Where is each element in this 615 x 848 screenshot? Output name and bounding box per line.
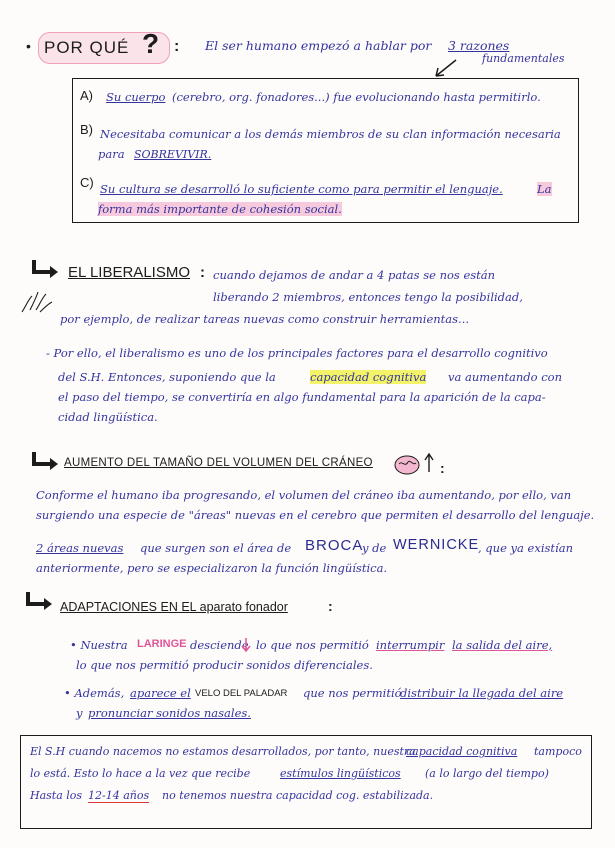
bullet: • [26,38,31,54]
reason-b-keyword: SOBREVIVIR. [134,148,212,161]
reason-a-text: (cerebro, org. fonadores...) fue evolucionando hasta permitirlo. [172,90,541,104]
lib-line2: liberando 2 miembros, entonces tengo la posibilidad, [213,290,523,304]
summary-l3b: 12-14 años [88,789,150,802]
brain-icon [393,454,421,476]
lib-p4: cidad lingüística. [58,410,158,424]
hand-icon [18,288,54,316]
craneo-l3d: , que ya existían [478,541,573,555]
lib-p1: - Por ello, el liberalismo es uno de los principales factores para el desarrollo cognitivo [46,346,548,360]
arrow-down-left-icon [430,58,460,80]
laringe-label: LARINGE [137,638,187,650]
reason-a-key: Su cuerpo [106,90,166,104]
adapt-b1c: lo que nos permitió [256,638,369,652]
craneo-l1: Conforme el humano iba progresando, el volumen del cráneo iba aumentando, por ello, van [36,488,572,502]
summary-l1a: El S.H cuando nacemos no estamos desarrollados, por tanto, nuestra [30,745,416,758]
lib-line3: por ejemplo, de realizar tareas nuevas como construir herramientas... [60,312,470,326]
adapt-b2a: • Además, [64,686,125,700]
craneo-l2: surgiendo una especie de "áreas" nuevas en el cerebro que permiten el desarrollo del lenguaje. [36,508,595,522]
craneo-l3c: y de [362,541,387,555]
arrow-down-icon [241,637,251,653]
adapt-b1e: la salida del aire, [452,638,553,652]
arrow-right-icon [24,590,56,612]
title-colon: : [328,598,333,614]
section-title-liberalismo: EL LIBERALISMO [68,264,190,281]
section-title-craneo: AUMENTO DEL TAMAÑO DEL VOLUMEN DEL CRÁNEO [64,457,373,469]
velo-label: VELO DEL PALADAR [195,688,288,699]
summary-l2a: lo está. Esto lo hace a la vez que recibe [30,767,251,780]
summary-l2b: estímulos lingüísticos [280,767,401,780]
reason-b-letter: B) [80,122,93,137]
adapt-b1b: desciende [190,638,249,652]
reason-c-letter: C) [80,175,94,190]
intro-fund: fundamentales [482,52,565,65]
broca-label: BROCA [305,537,364,554]
adapt-b1d: interrumpir [376,638,445,652]
section-title-por-que: POR QUÉ [44,38,130,57]
section-title-adaptaciones: ADAPTACIONES EN EL aparato fonador [60,600,288,614]
arrow-right-icon [30,450,62,472]
adapt-b1a: • Nuestra [70,638,128,652]
lib-p2a: del S.H. Entonces, suponiendo que la [58,370,276,384]
reason-c-text1: Su cultura se desarrolló lo suficiente como para permitir el lenguaje. [100,182,503,196]
title-colon: : [174,38,180,55]
reason-c-text2: forma más importante de cohesión social. [98,202,342,216]
summary-l3a: Hasta los [30,789,83,802]
reason-b-text2a: para [98,147,125,161]
reason-a-letter: A) [80,88,93,103]
craneo-l3a: 2 áreas nuevas [36,541,124,555]
summary-l3c: no tenemos nuestra capacidad cog. estabilizada. [162,789,434,802]
lib-p2c: va aumentando con [448,370,562,384]
adapt-b2d: distribuir la llegada del aire [400,686,564,700]
summary-l2c: (a lo largo del tiempo) [425,767,549,780]
intro-text: El ser humano empezó a hablar por [205,38,432,53]
title-colon: : [200,264,205,281]
adapt-b2c: que nos permitió [303,686,402,700]
craneo-l3b: que surgen son el área de [140,541,292,555]
title-colon: : [440,460,445,476]
intro-num: 3 razones [448,38,510,53]
adapt-b2e: y [76,706,83,720]
adapt-b2b: aparece el [130,686,191,700]
summary-l1c: tampoco [534,745,582,758]
lib-p3: el paso del tiempo, se convertiría en algo fundamental para la aparición de la capa- [58,390,546,404]
adapt-b1f: lo que nos permitió producir sonidos diferenciales. [76,658,373,672]
arrow-up-icon [423,452,435,474]
reason-b-text1: Necesitaba comunicar a los demás miembros de su clan información necesaria [100,127,561,141]
lib-line1: cuando dejamos de andar a 4 patas se nos están [213,268,496,282]
wernicke-label: WERNICKE [393,537,480,553]
summary-l1b: capacidad cognitiva [406,745,518,758]
question-mark-icon: ? [142,28,160,59]
arrow-right-icon [30,258,62,280]
lib-p2-highlight: capacidad cognitiva [310,370,427,384]
reason-c-text1b: La [537,182,552,196]
craneo-l4: anteriormente, pero se especializaron la función lingüística. [36,561,388,575]
adapt-b2f: pronunciar sonidos nasales. [88,706,251,720]
